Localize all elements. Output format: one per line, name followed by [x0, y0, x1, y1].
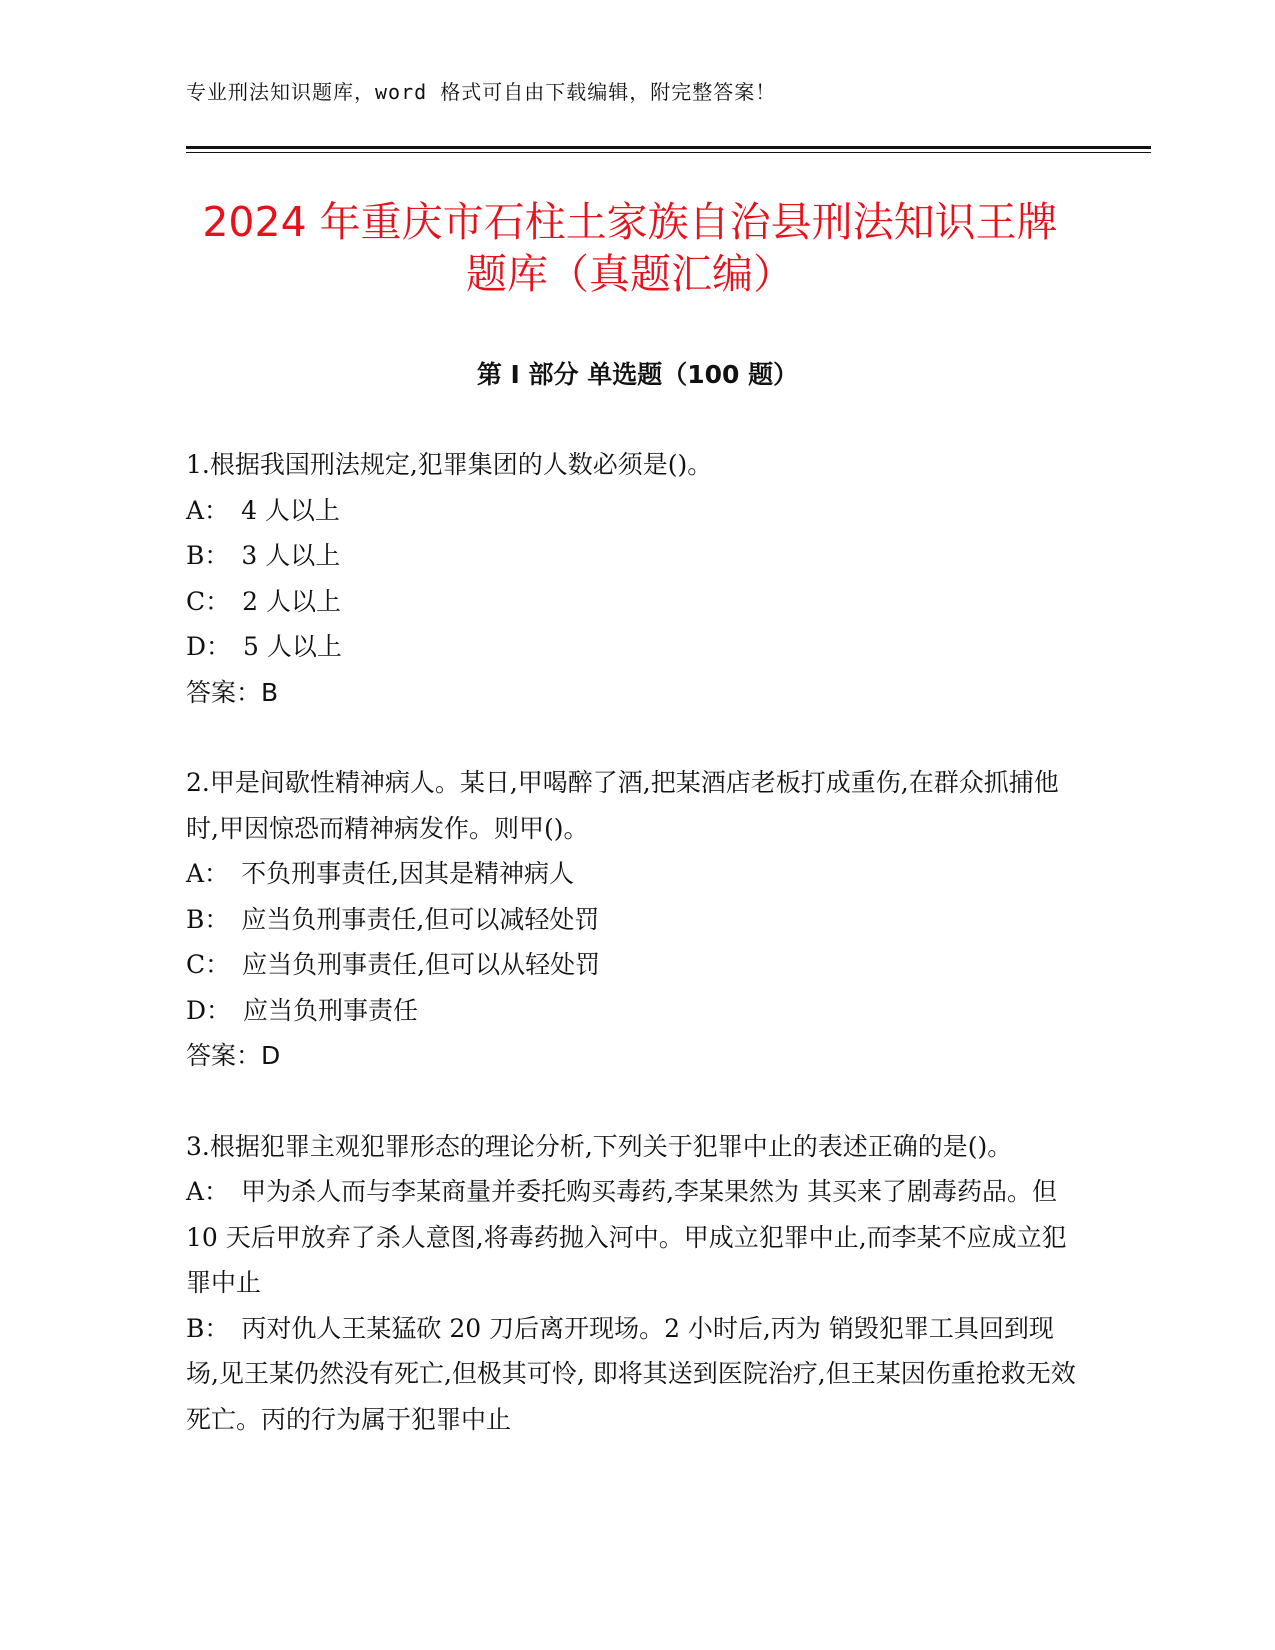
option-text: 应当负刑事责任 [243, 995, 419, 1025]
option-key: C： [186, 586, 231, 616]
question-stem: 1.根据我国刑法规定,犯罪集团的人数必须是()。 [186, 450, 713, 479]
question-stem: 3.根据犯罪主观犯罪形态的理论分析,下列关于犯罪中止的表述正确的是()。 [186, 1131, 1013, 1161]
option-c [186, 579, 1081, 625]
section-title: 第 I 部分 单选题（100 题） [476, 360, 799, 389]
option-d [186, 624, 1081, 670]
answer: 答案：D [186, 1041, 281, 1070]
option-key: A： [186, 859, 230, 888]
option-a [186, 1169, 1081, 1306]
option-text: 应当负刑事责任,但可以从轻处罚 [242, 950, 601, 979]
document-title: 2024 年重庆市石柱土家族自治县刑法知识王牌题库（真题汇编） [202, 198, 1058, 298]
question-2 [186, 760, 1081, 1079]
option-text: 3 人以上 [241, 541, 341, 570]
option-key: D： [186, 632, 232, 661]
question-list [186, 442, 1081, 1487]
option-text: 5 人以上 [243, 632, 342, 661]
option-b [186, 1306, 1081, 1443]
option-text: 丙对仇人王某猛砍 20 刀后离开现场。2 小时后,丙为 销毁犯罪工具回到现场,见王某仍然没有死亡,但极其可怜, 即将其送到医院治疗,但王某因伤重抢救无效死亡。丙的行为属于犯罪中止 [186, 1313, 1076, 1434]
option-key: B： [186, 1313, 230, 1343]
option-text: 不负刑事责任,因其是精神病人 [241, 859, 575, 888]
option-d [186, 988, 1081, 1034]
option-a [186, 851, 1081, 897]
option-b [186, 897, 1081, 943]
option-text: 2 人以上 [242, 586, 341, 616]
option-key: A： [186, 495, 230, 525]
option-c [186, 942, 1081, 988]
question-stem: 2.甲是间歇性精神病人。某日,甲喝醉了酒,把某酒店老板打成重伤,在群众抓捕他时,甲因惊恐而精神病发作。则甲()。 [186, 768, 1059, 843]
answer: 答案：B [186, 677, 279, 707]
option-text: 4 人以上 [241, 495, 340, 525]
option-key: C： [186, 950, 231, 979]
option-text: 应当负刑事责任,但可以减轻处罚 [241, 904, 600, 934]
option-key: B： [186, 904, 230, 934]
option-key: B： [186, 541, 230, 570]
option-b [186, 533, 1081, 579]
option-key: D： [186, 995, 232, 1025]
question-1 [186, 442, 1081, 715]
header-rule-thick [186, 146, 1151, 149]
header-note: 专业刑法知识题库，word 格式可自由下载编辑，附完整答案！ [186, 80, 777, 104]
option-a [186, 488, 1081, 534]
header-rule-thin [186, 152, 1151, 153]
option-key: A： [186, 1177, 230, 1206]
option-text: 甲为杀人而与李某商量并委托购买毒药,李某果然为 其买来了剧毒药品。但 10 天后甲放弃了杀人意图,将毒药抛入河中。甲成立犯罪中止,而李某不应成立犯罪中止 [186, 1177, 1067, 1297]
question-3 [186, 1124, 1081, 1443]
